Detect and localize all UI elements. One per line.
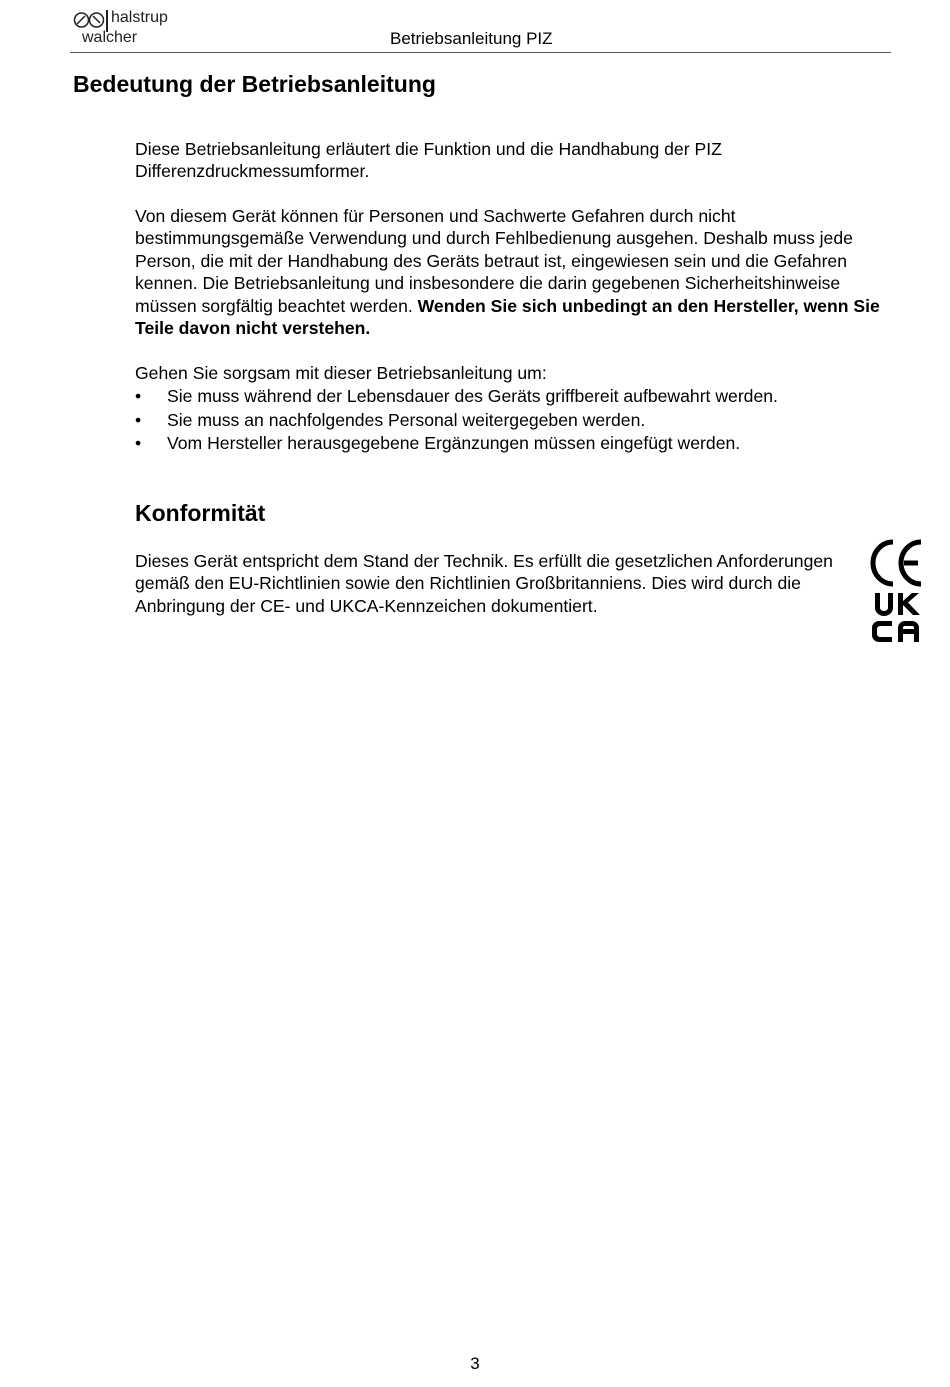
logo-text-halstrup: halstrup	[111, 9, 168, 26]
logo-symbol-icon	[73, 11, 105, 29]
care-paragraph: Gehen Sie sorgsam mit dieser Betriebsanleitung um:	[135, 363, 547, 383]
list-item: • Sie muss an nachfolgendes Personal weitergegeben werden.	[135, 409, 778, 433]
care-bullet-list	[135, 385, 778, 456]
list-item: • Sie muss während der Lebensdauer des Geräts griffbereit aufbewahrt werden.	[135, 385, 778, 409]
company-logo	[70, 8, 210, 52]
ce-mark-icon	[873, 542, 921, 584]
danger-text: Von diesem Gerät können für Personen und Sachwerte Gefahren durch nicht bestimmungsgemäße Verwendung und durch Fehlbedienung ausgehen. Deshalb muss jede Person, die mit der Handhabung des Geräts betraut ist, eingewiesen sein und die Gefahren kennen. Die Betriebsanleitung und insbesondere die darin gegebenen Sicherheitshinweise müssen sorgfältig beachtet werden.	[135, 206, 853, 316]
danger-paragraph	[135, 205, 895, 339]
document-title: Betriebsanleitung PIZ	[390, 29, 553, 48]
list-item: • Vom Hersteller herausgegebene Ergänzungen müssen eingefügt werden.	[135, 432, 778, 456]
conformity-paragraph: Dieses Gerät entspricht dem Stand der Technik. Es erfüllt die gesetzlichen Anforderungen gemäß den EU-Richtlinien sowie den Richtlinien Großbritanniens. Dies wird durch die Anbringung der CE- und UKCA-Kennzeichen dokumentiert.	[135, 551, 833, 616]
page-number: 3	[470, 1354, 480, 1373]
danger-bold-text: Wenden Sie sich unbedingt an den Hersteller, wenn Sie Teile davon nicht verstehen.	[135, 295, 880, 339]
section-title-meaning: Bedeutung der Betriebsanleitung	[73, 71, 436, 97]
page-header	[70, 8, 891, 53]
ce-ukca-marks	[866, 538, 926, 644]
section-title-conformity: Konformität	[135, 500, 266, 526]
ukca-mark-icon	[872, 593, 920, 642]
intro-paragraph: Diese Betriebsanleitung erläutert die Funktion und die Handhabung der PIZ Differenzdruckmessumformer.	[135, 139, 722, 182]
logo-text-walcher: walcher	[82, 29, 138, 46]
